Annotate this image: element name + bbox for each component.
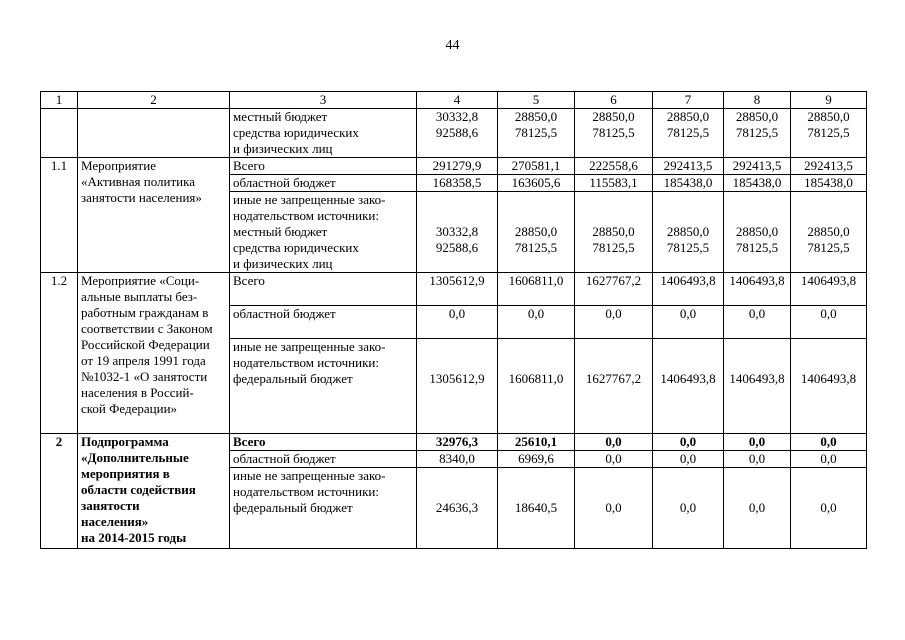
- source-cell: [230, 468, 417, 549]
- value: 92588,6: [435, 240, 479, 255]
- value-cell: 0,0: [791, 434, 867, 451]
- value-cell: 1606811,0: [498, 273, 575, 306]
- source-label: нодательством источники:: [233, 484, 379, 499]
- value-cell: 1627767,2: [575, 273, 653, 306]
- row-number-cell: [41, 109, 78, 158]
- measure-name-cell: [78, 158, 230, 273]
- value: 28850,0: [592, 224, 635, 239]
- table-row: [41, 434, 867, 451]
- source-label: местный бюджет: [233, 109, 328, 124]
- measure-name-line: «Активная политика: [81, 174, 196, 189]
- source-label: и физических лиц: [233, 256, 333, 271]
- value-cell: 0,0: [653, 434, 724, 451]
- value-cell: [653, 338, 724, 433]
- measure-name-line: работным гражданам в: [81, 305, 209, 320]
- value: 28850,0: [735, 224, 779, 239]
- measure-name-line: занятости населения»: [81, 190, 202, 205]
- value: 78125,5: [592, 240, 635, 255]
- measure-name-line: занятости: [81, 498, 140, 513]
- value: 0,0: [679, 500, 697, 515]
- value: 24636,3: [435, 500, 479, 515]
- measure-name-line: области содействия: [81, 482, 196, 497]
- value-cell: 1305612,9: [417, 273, 498, 306]
- budget-table: [40, 91, 867, 549]
- measure-name-line: №1032-1 «О занятости: [81, 369, 208, 384]
- column-number: 8: [724, 92, 791, 109]
- value-cell: [791, 192, 867, 273]
- value: 1406493,8: [800, 370, 857, 386]
- measure-name-line: Мероприятие «Соци-: [81, 273, 200, 288]
- value-cell: 222558,6: [575, 158, 653, 175]
- value: 78125,5: [666, 240, 710, 255]
- column-number: 1: [41, 92, 78, 109]
- value: 0,0: [748, 500, 766, 515]
- value-cell: [791, 468, 867, 549]
- measure-name-line: соответствии с Законом: [81, 321, 213, 336]
- column-number-row: [41, 92, 867, 109]
- row-number-cell: 1.2: [41, 273, 78, 434]
- value: 1406493,8: [729, 370, 785, 386]
- source-label: иные не запрещенные зако-: [233, 192, 386, 207]
- table-row: [41, 109, 867, 158]
- value-cell: [417, 468, 498, 549]
- value: 78125,5: [735, 240, 779, 255]
- measure-name-cell: [78, 434, 230, 549]
- column-number: 7: [653, 92, 724, 109]
- value-cell: 0,0: [498, 305, 575, 338]
- value: 28850,0: [592, 109, 635, 124]
- value-cell: 1406493,8: [791, 273, 867, 306]
- value-cell: [498, 109, 575, 158]
- value: 78125,5: [592, 125, 635, 140]
- source-cell: областной бюджет: [230, 451, 417, 468]
- value-cell: [575, 468, 653, 549]
- source-cell: Всего: [230, 434, 417, 451]
- value: 1606811,0: [508, 370, 564, 386]
- source-label: иные не запрещенные зако-: [233, 468, 386, 483]
- measure-name-line: мероприятия в: [81, 466, 170, 481]
- measure-name-line: «Дополнительные: [81, 450, 189, 465]
- value-cell: [498, 192, 575, 273]
- value: 30332,8: [435, 224, 479, 239]
- value-cell: 0,0: [791, 451, 867, 468]
- row-number-cell: 1.1: [41, 158, 78, 273]
- source-label: местный бюджет: [233, 224, 328, 239]
- value: 1305612,9: [429, 370, 485, 386]
- value-cell: [724, 109, 791, 158]
- value-cell: [724, 338, 791, 433]
- source-cell: [230, 109, 417, 158]
- value: 28850,0: [514, 224, 558, 239]
- value-cell: [417, 192, 498, 273]
- value: 28850,0: [735, 109, 779, 124]
- value-cell: [653, 192, 724, 273]
- page-number: 44: [445, 38, 460, 53]
- value-cell: [653, 468, 724, 549]
- value: 78125,5: [514, 125, 558, 140]
- source-cell: Всего: [230, 158, 417, 175]
- column-number: 9: [791, 92, 867, 109]
- value-cell: 32976,3: [417, 434, 498, 451]
- value-cell: 185438,0: [653, 175, 724, 192]
- value-cell: 8340,0: [417, 451, 498, 468]
- value: 0,0: [605, 500, 622, 515]
- source-cell: областной бюджет: [230, 305, 417, 338]
- value-cell: 185438,0: [791, 175, 867, 192]
- value-cell: 0,0: [417, 305, 498, 338]
- value-cell: 270581,1: [498, 158, 575, 175]
- measure-name-line: населения в Россий-: [81, 385, 194, 400]
- measure-name-line: альные выплаты без-: [81, 289, 198, 304]
- value: 28850,0: [807, 109, 850, 124]
- value-cell: 168358,5: [417, 175, 498, 192]
- row-number-cell: 2: [41, 434, 78, 549]
- measure-name-line: ской Федерации»: [81, 401, 178, 416]
- value-cell: [575, 192, 653, 273]
- value: 28850,0: [666, 224, 710, 239]
- measure-name-line: Мероприятие: [81, 158, 156, 173]
- measure-name-line: населения»: [81, 514, 149, 529]
- value-cell: [791, 109, 867, 158]
- value-cell: 0,0: [724, 434, 791, 451]
- source-cell: Всего: [230, 273, 417, 306]
- source-cell: [230, 192, 417, 273]
- value: 18640,5: [514, 500, 558, 515]
- value-cell: [498, 338, 575, 433]
- column-number: 6: [575, 92, 653, 109]
- source-label: иные не запрещенные зако-: [233, 338, 386, 354]
- value: 0,0: [820, 500, 837, 515]
- source-cell: [230, 338, 417, 433]
- value-cell: 292413,5: [653, 158, 724, 175]
- measure-name-cell: [78, 273, 230, 434]
- measure-name-line: Российской Федерации: [81, 337, 210, 352]
- value-cell: 0,0: [653, 451, 724, 468]
- value-cell: 163605,6: [498, 175, 575, 192]
- source-label: средства юридических: [233, 125, 359, 140]
- value-cell: 0,0: [724, 305, 791, 338]
- value-cell: 0,0: [575, 451, 653, 468]
- measure-name-line: Подпрограмма: [81, 434, 169, 449]
- value-cell: 1406493,8: [724, 273, 791, 306]
- value: 78125,5: [807, 240, 850, 255]
- value: 1627767,2: [585, 370, 642, 386]
- measure-name-line: от 19 апреля 1991 года: [81, 353, 206, 368]
- source-label: нодательством источники:: [233, 354, 379, 370]
- value-cell: [724, 192, 791, 273]
- column-number: 3: [230, 92, 417, 109]
- column-number: 4: [417, 92, 498, 109]
- value-cell: [417, 109, 498, 158]
- column-number: 2: [78, 92, 230, 109]
- value: 1406493,8: [660, 370, 716, 386]
- source-label: федеральный бюджет: [233, 500, 353, 515]
- value: 78125,5: [514, 240, 558, 255]
- value-cell: 0,0: [575, 305, 653, 338]
- value-cell: 0,0: [653, 305, 724, 338]
- value-cell: 292413,5: [724, 158, 791, 175]
- value-cell: 185438,0: [724, 175, 791, 192]
- value: 28850,0: [666, 109, 710, 124]
- value-cell: 0,0: [791, 305, 867, 338]
- value: 78125,5: [666, 125, 710, 140]
- value-cell: 1406493,8: [653, 273, 724, 306]
- measure-name-line: на 2014-2015 годы: [81, 530, 187, 545]
- value: 28850,0: [807, 224, 850, 239]
- table-row: [41, 158, 867, 175]
- value-cell: [498, 468, 575, 549]
- value-cell: 0,0: [724, 451, 791, 468]
- measure-name-cell: [78, 109, 230, 158]
- value-cell: [417, 338, 498, 433]
- value: 78125,5: [807, 125, 850, 140]
- value-cell: 292413,5: [791, 158, 867, 175]
- value-cell: [653, 109, 724, 158]
- value: 92588,6: [435, 125, 479, 140]
- column-number: 5: [498, 92, 575, 109]
- value: 78125,5: [735, 125, 779, 140]
- value-cell: 25610,1: [498, 434, 575, 451]
- value-cell: [575, 338, 653, 433]
- value: 28850,0: [514, 109, 558, 124]
- source-label: и физических лиц: [233, 141, 333, 156]
- value-cell: 6969,6: [498, 451, 575, 468]
- source-label: федеральный бюджет: [233, 370, 353, 386]
- value-cell: [724, 468, 791, 549]
- source-label: средства юридических: [233, 240, 359, 255]
- value: 30332,8: [435, 109, 479, 124]
- table-row: [41, 273, 867, 306]
- value-cell: 115583,1: [575, 175, 653, 192]
- source-cell: областной бюджет: [230, 175, 417, 192]
- value-cell: 291279,9: [417, 158, 498, 175]
- source-label: нодательством источники:: [233, 208, 379, 223]
- value-cell: [791, 338, 867, 433]
- value-cell: [575, 109, 653, 158]
- value-cell: 0,0: [575, 434, 653, 451]
